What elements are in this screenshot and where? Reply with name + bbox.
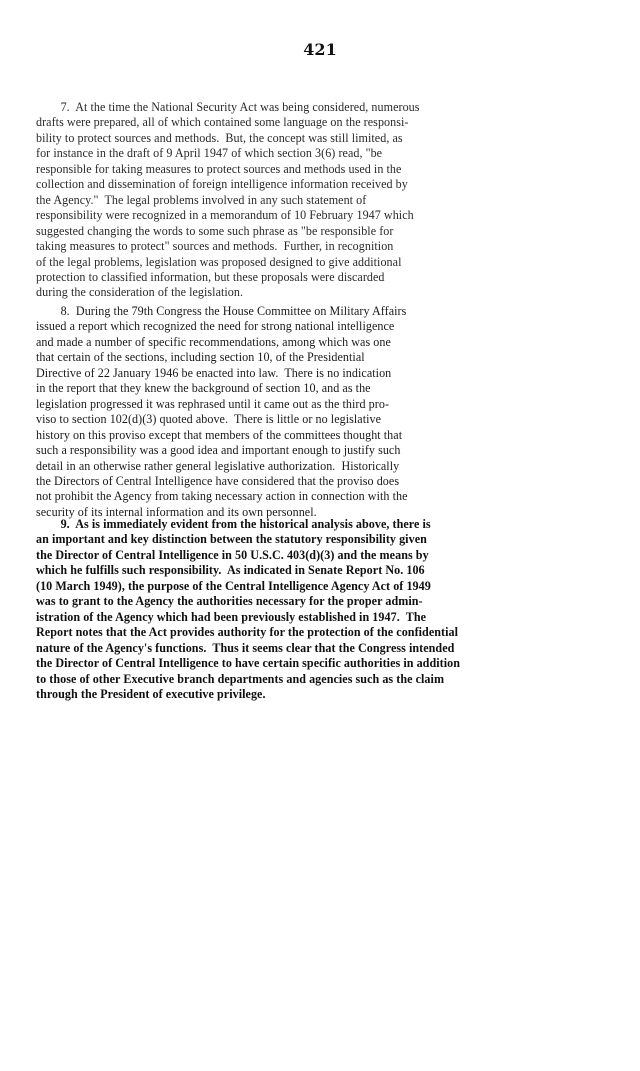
text-line: the Directors of Central Intelligence have considered that the proviso does: [36, 473, 400, 488]
text-line: suggested changing the words to some such phrase as "be responsible for: [36, 223, 394, 238]
text-line: was to grant to the Agency the authorities necessary for the proper admin-: [36, 594, 423, 609]
text-line: an important and key distinction between the statutory responsibility given: [36, 532, 427, 547]
text-line: to those of other Executive branch departments and agencies such as the claim: [36, 671, 445, 686]
text-line: (10 March 1949), the purpose of the Central Intelligence Agency Act of 1949: [36, 578, 431, 593]
text-line: security of its internal information and its own personnel.: [36, 504, 317, 519]
text-line: drafts were prepared, all of which contained some language on the responsi-: [36, 115, 409, 130]
text-line: responsibility were recognized in a memorandum of 10 February 1947 which: [36, 208, 414, 223]
text-line: through the President of executive privilege.: [36, 686, 266, 701]
text-line: during the consideration of the legislation.: [36, 285, 244, 300]
text-line: 9. As is immediately evident from the historical analysis above, there is: [36, 517, 431, 531]
text-line: of the legal problems, legislation was proposed designed to give additional: [36, 254, 402, 269]
paragraph-8: [36, 304, 566, 520]
text-line: such a responsibility was a good idea and important enough to justify such: [36, 443, 401, 458]
text-line: taking measures to protect" sources and methods. Further, in recognition: [36, 239, 394, 254]
text-line: responsible for taking measures to protect sources and methods used in the: [36, 161, 402, 176]
text-line: issued a report which recognized the need for strong national intelligence: [36, 319, 395, 334]
text-line: Report notes that the Act provides authority for the protection of the confidential: [36, 625, 459, 640]
text-line: the Director of Central Intelligence to have certain specific authorities in addition: [36, 656, 460, 671]
text-line: Directive of 22 January 1946 be enacted into law. There is no indication: [36, 365, 392, 380]
text-line: and made a number of specific recommendations, among which was one: [36, 334, 391, 349]
text-line: which he fulfills such responsibility. As indicated in Senate Report No. 106: [36, 563, 425, 578]
text-line: for instance in the draft of 9 April 1947 of which section 3(6) read, "be: [36, 146, 383, 161]
text-line: viso to section 102(d)(3) quoted above. There is little or no legislative: [36, 412, 382, 427]
text-line: istration of the Agency which had been previously established in 1947. The: [36, 609, 427, 624]
text-line: nature of the Agency's functions. Thus it seems clear that the Congress intended: [36, 640, 455, 655]
text-line: the Agency." The legal problems involved in any such statement of: [36, 192, 367, 207]
paragraph-9: [36, 517, 566, 702]
text-line: 8. During the 79th Congress the House Committee on Military Affairs: [36, 304, 407, 318]
text-line: bility to protect sources and methods. But, the concept was still limited, as: [36, 130, 403, 145]
text-line: detail in an otherwise rather general legislative authorization. Historically: [36, 458, 400, 473]
text-line: in the report that they knew the background of section 10, and as the: [36, 381, 371, 396]
text-line: collection and dissemination of foreign intelligence information received by: [36, 177, 408, 192]
paragraph-7: [36, 100, 566, 301]
text-line: that certain of the sections, including section 10, of the Presidential: [36, 350, 365, 365]
page-number: 421: [303, 40, 337, 59]
text-line: not prohibit the Agency from taking necessary action in connection with the: [36, 489, 408, 504]
text-line: legislation progressed it was rephrased until it came out as the third pro-: [36, 396, 390, 411]
text-line: the Director of Central Intelligence in 50 U.S.C. 403(d)(3) and the means by: [36, 547, 429, 562]
text-line: protection to classified information, but these proposals were discarded: [36, 269, 385, 284]
text-line: 7. At the time the National Security Act was being considered, numerous: [36, 100, 420, 114]
text-line: history on this proviso except that members of the committees thought that: [36, 427, 403, 442]
